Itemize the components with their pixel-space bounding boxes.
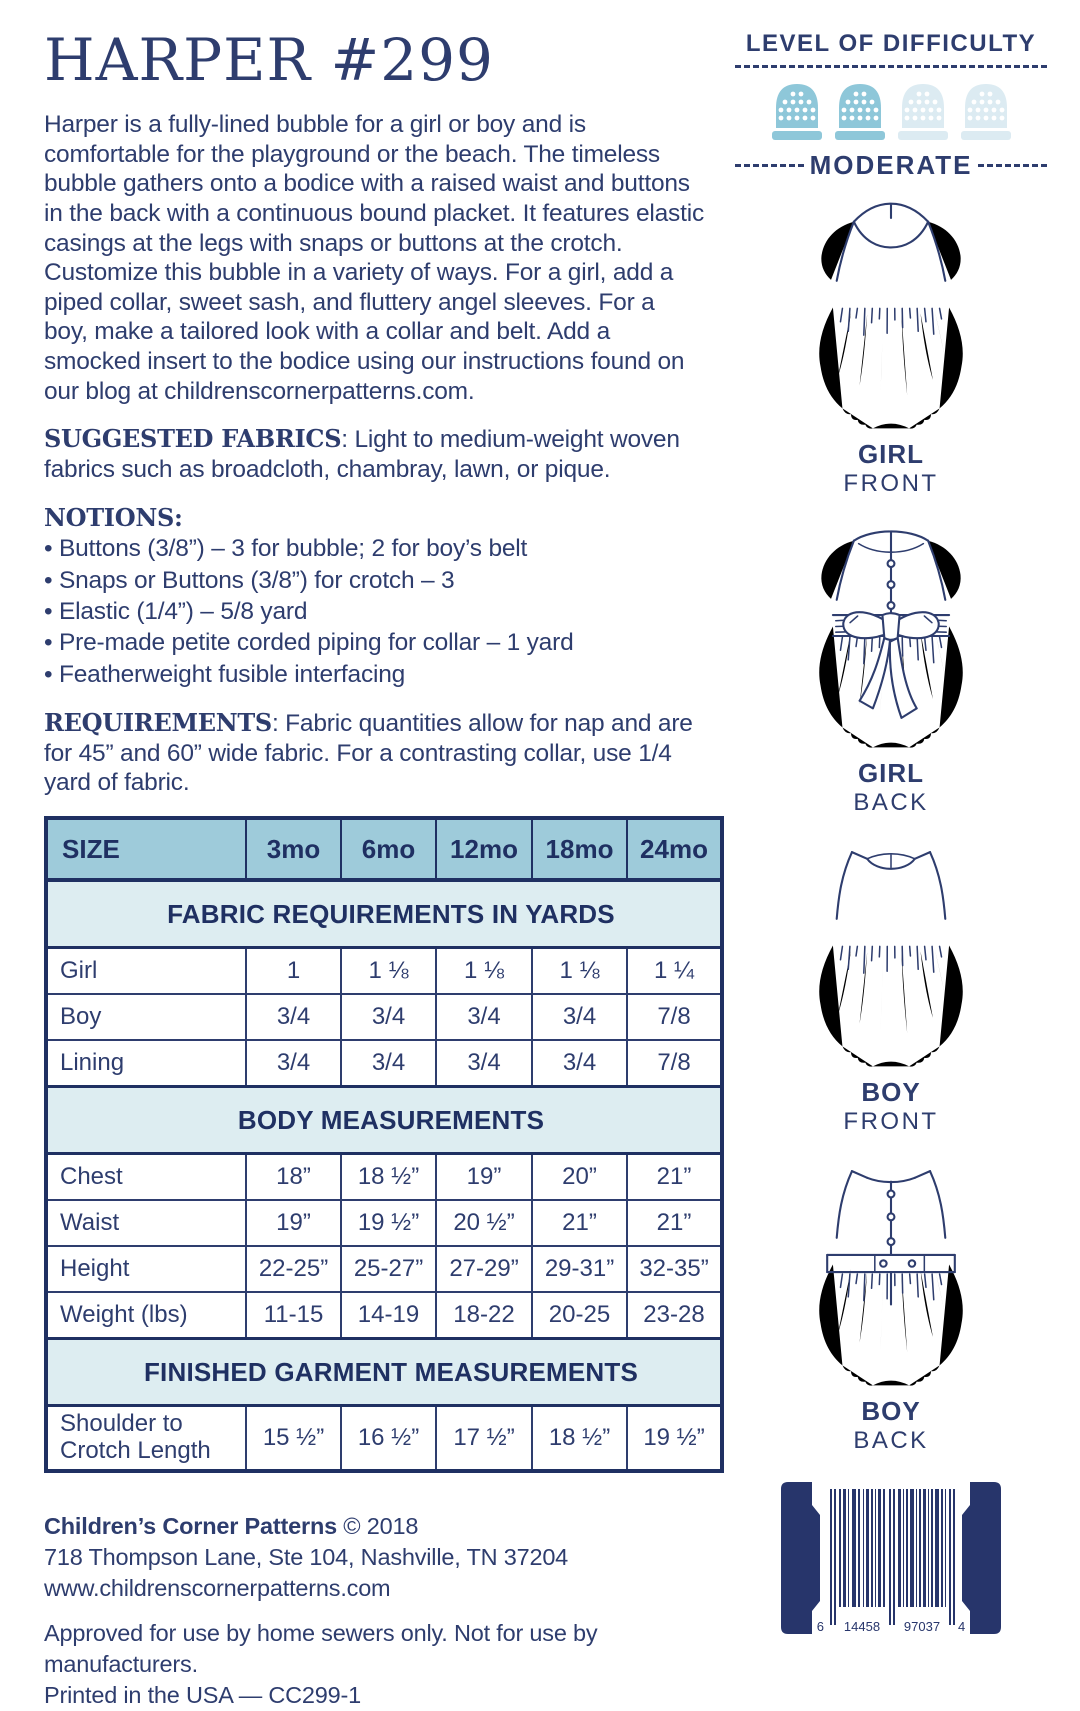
table-cell: 1 ⅛ [532, 948, 627, 995]
table-cell: 20” [532, 1154, 627, 1201]
barcode-illustration [776, 1479, 1006, 1639]
table-cell: 21” [532, 1200, 627, 1246]
footer-approval: Approved for use by home sewers only. Not for use by manufacturers. [44, 1618, 720, 1680]
thimble-icon [896, 78, 950, 142]
barcode-group1: 14458 [844, 1619, 880, 1634]
company-name: Children’s Corner Patterns [44, 1513, 337, 1539]
notion-item: • Featherweight fusible interfacing [44, 659, 720, 690]
table-cell: 19 ½” [627, 1406, 722, 1471]
table-row [46, 1200, 722, 1246]
table-row [46, 1246, 722, 1292]
row-label: Height [46, 1246, 246, 1292]
size-column-header: SIZE [46, 818, 246, 880]
figure-boy-front [791, 835, 991, 1136]
row-label: Shoulder to Crotch Length [46, 1406, 246, 1471]
suggested-fabrics-text: : Light to medium-weight woven fabrics such as broadcloth, chambray, lawn, or pique. [44, 426, 680, 483]
table-cell: 23-28 [627, 1292, 722, 1339]
table-cell: 1 ¼ [627, 948, 722, 995]
notions-list [44, 533, 720, 690]
requirements-heading: REQUIREMENTS [44, 708, 272, 737]
thimble-icon [959, 78, 1013, 142]
table-cell: 21” [627, 1200, 722, 1246]
row-label: Girl [46, 948, 246, 995]
table-cell: 3/4 [341, 1040, 436, 1087]
girl-back-label: GIRL [858, 758, 924, 789]
suggested-fabrics [44, 424, 704, 484]
table-cell: 19” [436, 1154, 532, 1201]
table-cell: 25-27” [341, 1246, 436, 1292]
table-cell: 3/4 [532, 1040, 627, 1087]
barcode-spool [776, 1479, 1006, 1644]
row-label: Waist [46, 1200, 246, 1246]
notions-heading-line [44, 503, 704, 534]
table-cell: 17 ½” [436, 1406, 532, 1471]
footer-website: www.childrenscornerpatterns.com [44, 1573, 720, 1604]
page-title: HARPER #299 [44, 26, 720, 94]
left-column [44, 26, 720, 1711]
table-cell: 7/8 [627, 1040, 722, 1087]
row-label: Chest [46, 1154, 246, 1201]
table-row [46, 1406, 722, 1471]
girl-front-illustration [791, 197, 991, 437]
size-table [44, 816, 724, 1473]
description: Harper is a fully-lined bubble for a girl or boy and is comfortable for the playground or the beach. The timeless bubble gathers onto a bodice with a raised waist and buttons in the back with a continuous bound placket. It features elastic casings at the legs with snaps or buttons at the crotch. Customize this bubble in a variety of ways. For a girl, add a piped collar, sweet sash, and fluttery angel sleeves. For a boy, make a tailored look with a collar and belt. Add a smocked insert to the bodice using our instructions found on our blog at childrenscornerpatterns.com. [44, 110, 704, 406]
size-header-6mo: 6mo [341, 818, 436, 880]
requirements-text: : Fabric quantities allow for nap and are for 45” and 60” wide fabric. For a contrasting collar, use 1/4 yard of fabric. [44, 710, 693, 796]
table-cell: 11-15 [246, 1292, 341, 1339]
thimble-icon [833, 78, 887, 142]
boy-back-label: BOY [861, 1396, 920, 1427]
table-cell: 3/4 [436, 994, 532, 1040]
table-row [46, 948, 722, 995]
figure-boy-back [791, 1154, 991, 1455]
dash-left [735, 164, 804, 167]
figure-girl-back [791, 516, 991, 817]
girl-back-sublabel: BACK [853, 789, 928, 817]
footer-address: 718 Thompson Lane, Ste 104, Nashville, TN 37204 [44, 1542, 720, 1573]
notion-item: • Buttons (3/8”) – 3 for bubble; 2 for boy’s belt [44, 533, 720, 564]
girl-front-sublabel: FRONT [843, 470, 938, 498]
girl-front-label: GIRL [858, 439, 924, 470]
boy-front-illustration [791, 835, 991, 1075]
difficulty-thimbles [770, 78, 1013, 142]
barcode-digit-right: 4 [958, 1619, 965, 1634]
suggested-fabrics-heading: SUGGESTED FABRICS [44, 424, 341, 453]
row-label: Weight (lbs) [46, 1292, 246, 1339]
table-cell: 27-29” [436, 1246, 532, 1292]
table-cell: 16 ½” [341, 1406, 436, 1471]
table-cell: 18 ½” [341, 1154, 436, 1201]
table-row [46, 1154, 722, 1201]
table-cell: 15 ½” [246, 1406, 341, 1471]
table-cell: 20-25 [532, 1292, 627, 1339]
dashed-divider [735, 65, 1047, 68]
table-cell: 1 [246, 948, 341, 995]
table-cell: 1 ⅛ [341, 948, 436, 995]
thimble-icon [770, 78, 824, 142]
table-cell: 1 ⅛ [436, 948, 532, 995]
table-cell: 7/8 [627, 994, 722, 1040]
table-cell: 21” [627, 1154, 722, 1201]
notion-item: • Pre-made petite corded piping for collar – 1 yard [44, 627, 720, 658]
difficulty-section [735, 30, 1047, 181]
table-section-title: BODY MEASUREMENTS [46, 1087, 722, 1154]
spool-right-flange [962, 1482, 1001, 1634]
table-cell: 20 ½” [436, 1200, 532, 1246]
right-column [726, 30, 1056, 1644]
row-label: Lining [46, 1040, 246, 1087]
table-row [46, 1040, 722, 1087]
notions-heading: NOTIONS: [44, 503, 183, 532]
boy-front-label: BOY [861, 1077, 920, 1108]
table-row [46, 1292, 722, 1339]
size-header-24mo: 24mo [627, 818, 722, 880]
table-cell: 3/4 [532, 994, 627, 1040]
table-cell: 32-35” [627, 1246, 722, 1292]
table-cell: 3/4 [436, 1040, 532, 1087]
table-cell: 29-31” [532, 1246, 627, 1292]
notions-section [44, 503, 720, 690]
footer-company-line [44, 1511, 720, 1542]
table-row [46, 994, 722, 1040]
table-cell: 19 ½” [341, 1200, 436, 1246]
table-cell: 19” [246, 1200, 341, 1246]
boy-back-sublabel: BACK [853, 1427, 928, 1455]
size-header-3mo: 3mo [246, 818, 341, 880]
girl-back-illustration [791, 516, 991, 756]
barcode-group2: 97037 [904, 1619, 940, 1634]
spool-left-flange [781, 1482, 820, 1634]
footer [44, 1511, 720, 1711]
table-cell: 3/4 [341, 994, 436, 1040]
size-header-12mo: 12mo [436, 818, 532, 880]
row-label: Boy [46, 994, 246, 1040]
boy-back-illustration [791, 1154, 991, 1394]
barcode-bars [830, 1489, 955, 1625]
table-section-title: FABRIC REQUIREMENTS IN YARDS [46, 880, 722, 948]
table-cell: 3/4 [246, 1040, 341, 1087]
notion-item: • Elastic (1/4”) – 5/8 yard [44, 596, 720, 627]
boy-front-sublabel: FRONT [843, 1108, 938, 1136]
table-section-title: FINISHED GARMENT MEASUREMENTS [46, 1339, 722, 1406]
table-cell: 18-22 [436, 1292, 532, 1339]
table-cell: 3/4 [246, 994, 341, 1040]
table-cell: 14-19 [341, 1292, 436, 1339]
requirements [44, 708, 704, 798]
table-cell: 18” [246, 1154, 341, 1201]
notion-item: • Snaps or Buttons (3/8”) for crotch – 3 [44, 565, 720, 596]
difficulty-value: MODERATE [804, 150, 979, 181]
table-cell: 22-25” [246, 1246, 341, 1292]
footer-printed: Printed in the USA — CC299-1 [44, 1680, 720, 1711]
difficulty-value-row [735, 150, 1047, 181]
difficulty-title: LEVEL OF DIFFICULTY [746, 30, 1036, 58]
dash-right [978, 164, 1047, 167]
barcode-digit-left: 6 [817, 1619, 824, 1634]
copyright: © 2018 [337, 1513, 418, 1539]
size-header-18mo: 18mo [532, 818, 627, 880]
figure-girl-front [791, 197, 991, 498]
table-cell: 18 ½” [532, 1406, 627, 1471]
